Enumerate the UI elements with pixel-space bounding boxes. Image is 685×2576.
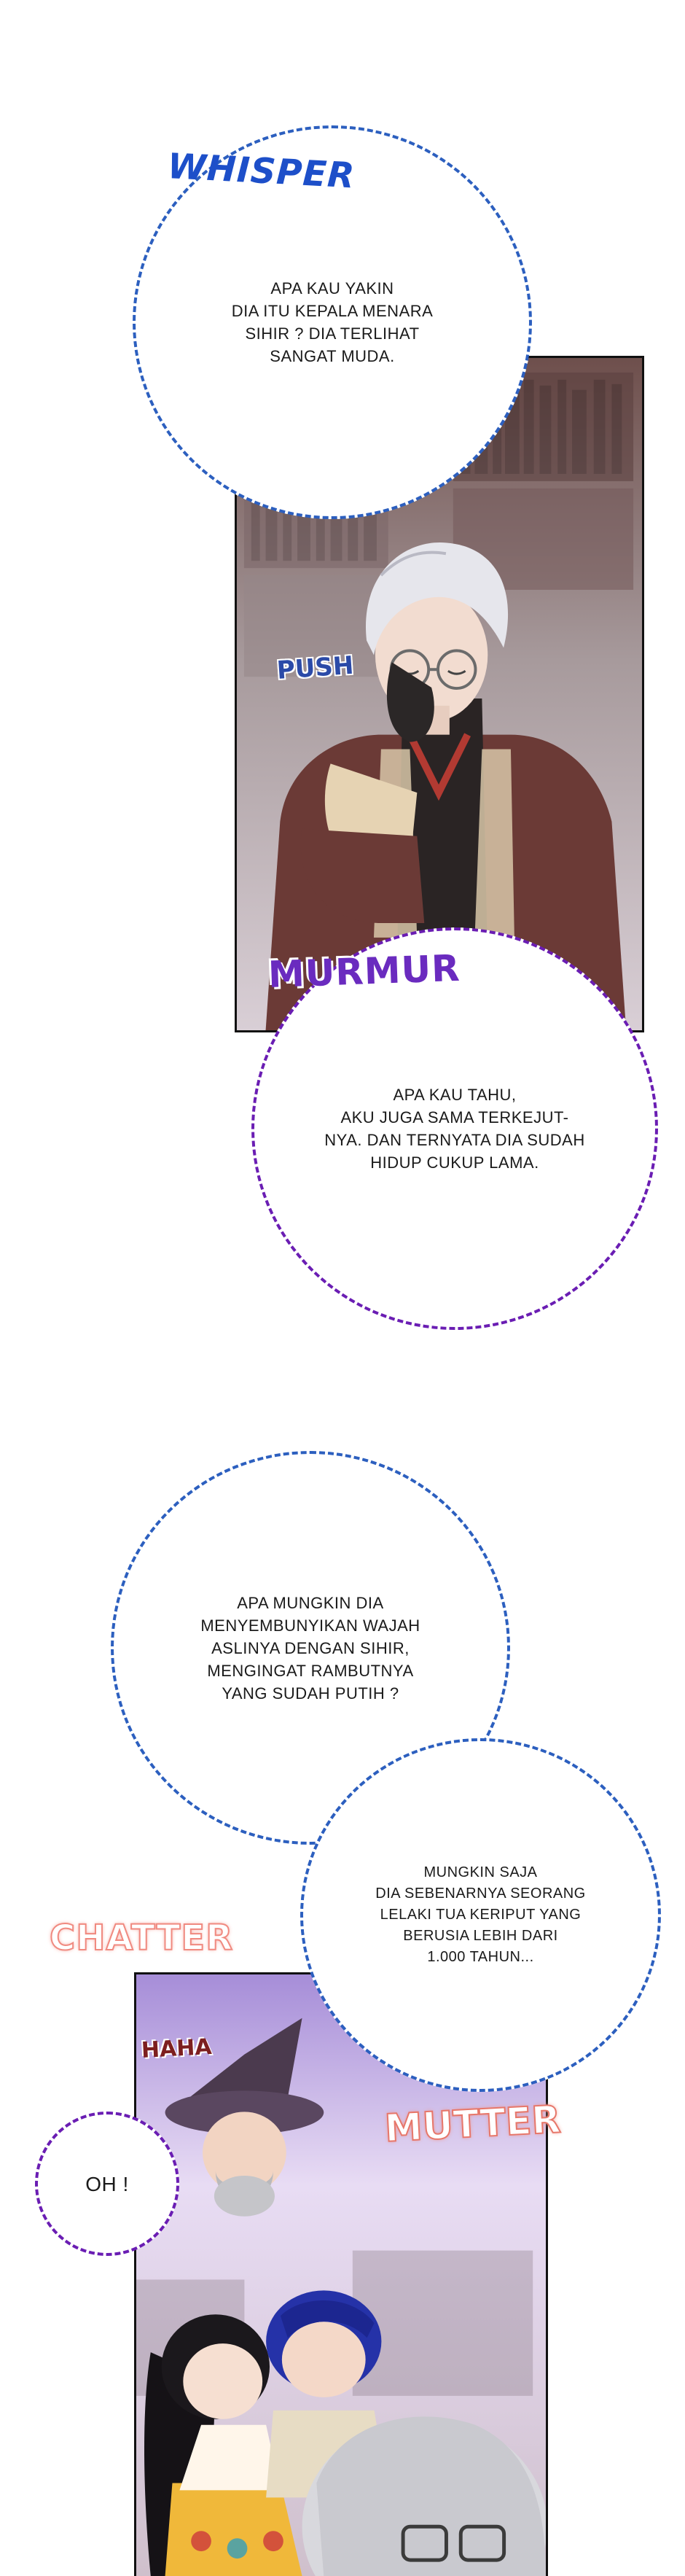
sfx-haha: HAHA [141,2034,213,2063]
oh-bubble [35,2112,179,2256]
sfx-push: PUSH [275,650,355,685]
murmur-bubble-text: APA KAU TAHU, AKU JUGA SAMA TERKEJUT- NYA. DAN TERNYATA DIA SUDAH HIDUP CUKUP LAMA. [324,1086,585,1172]
sfx-chatter: CHATTER [50,1918,234,1958]
hair-bubble-text: APA MUNGKIN DIA MENYEMBUNYIKAN WAJAH ASLINYA DENGAN SIHIR, MENGINGAT RAMBUTNYA YANG SUDAH PUTIH ? [200,1593,420,1703]
sfx-whisper: WHISPER [166,146,356,197]
old-man-bubble [300,1738,661,2092]
sfx-murmur: MURMUR [267,946,461,996]
oh-bubble-text: OH ! [85,2172,129,2195]
old-man-bubble-text: MUNGKIN SAJA DIA SEBENARNYA SEORANG LELAKI TUA KERIPUT YANG BERUSIA LEBIH DARI 1.000 TAHUN... [375,1864,586,1965]
whisper-bubble-text: APA KAU YAKIN DIA ITU KEPALA MENARA SIHIR ? DIA TERLIHAT SANGAT MUDA. [231,279,434,365]
sfx-mutter: MUTTER [383,2098,562,2151]
